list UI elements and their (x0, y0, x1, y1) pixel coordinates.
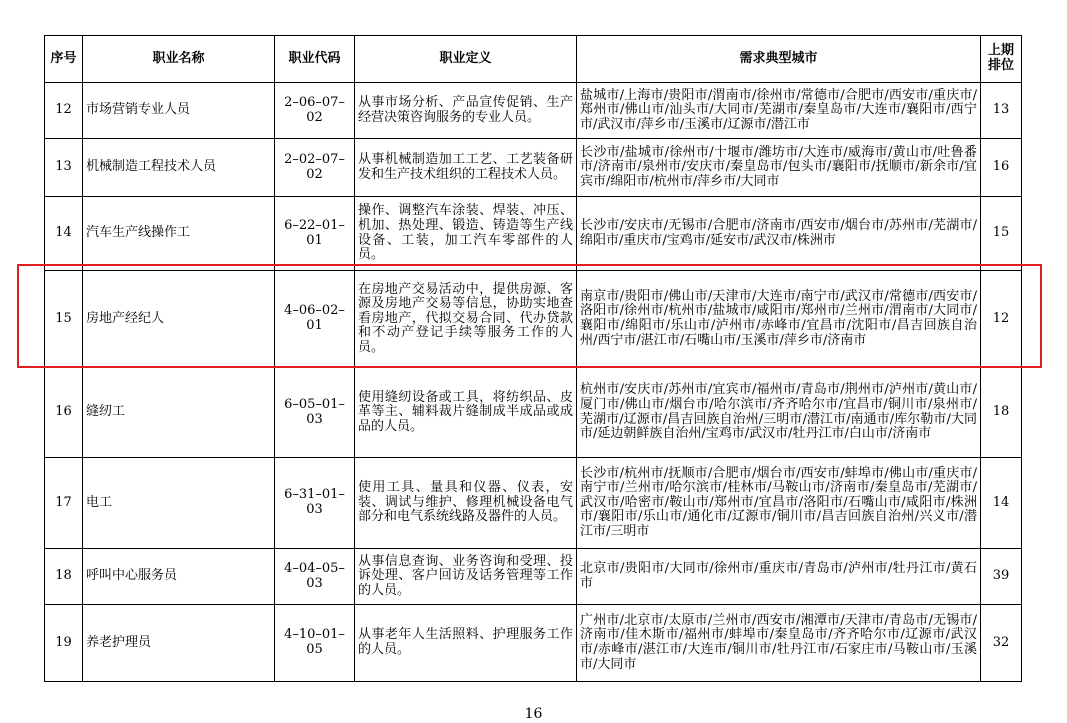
row-rank: 15 (981, 197, 1022, 271)
row-no: 15 (45, 271, 83, 368)
row-rank: 14 (981, 458, 1022, 549)
header-rank (981, 36, 1022, 83)
row-code: 6–22–01–01 (275, 197, 355, 271)
row-cities: 广州市/北京市/太原市/兰州市/西安市/湘潭市/天津市/青岛市/无锡市/济南市/佳木斯市/福州市/蚌埠市/秦皇岛市/齐齐哈尔市/辽源市/武汉市/赤峰市/湛江市/大连市/铜川市/牡丹江市/石家庄市/马鞍山市/玉溪市/大同市 (577, 605, 981, 682)
row-code: 4–06–02–01 (275, 271, 355, 368)
table-row (45, 83, 1022, 139)
row-code: 4–10–01–05 (275, 605, 355, 682)
table-row (45, 139, 1022, 197)
row-name: 呼叫中心服务员 (83, 549, 275, 605)
row-definition: 从事市场分析、产品宣传促销、生产经营决策咨询服务的专业人员。 (355, 83, 577, 139)
row-no: 16 (45, 368, 83, 458)
row-name: 市场营销专业人员 (83, 83, 275, 139)
row-definition: 从事老年人生活照料、护理服务工作的人员。 (355, 605, 577, 682)
row-no: 13 (45, 139, 83, 197)
row-no: 17 (45, 458, 83, 549)
row-code: 6–05–01–03 (275, 368, 355, 458)
row-cities: 长沙市/盐城市/徐州市/十堰市/潍坊市/大连市/威海市/黄山市/吐鲁番市/济南市/泉州市/安庆市/秦皇岛市/包头市/襄阳市/抚顺市/新余市/宜宾市/绵阳市/杭州市/萍乡市/大同市 (577, 139, 981, 197)
table-row (45, 368, 1022, 458)
row-name: 电工 (83, 458, 275, 549)
row-definition: 从事信息查询、业务咨询和受理、投诉处理、客户回访及话务管理等工作的人员。 (355, 549, 577, 605)
row-definition: 使用工具、量具和仪器、仪表，安装、调试与维护、修理机械设备电气部分和电气系统线路及器件的人员。 (355, 458, 577, 549)
row-cities: 长沙市/安庆市/无锡市/合肥市/济南市/西安市/烟台市/苏州市/芜湖市/绵阳市/重庆市/宝鸡市/延安市/武汉市/株洲市 (577, 197, 981, 271)
row-cities: 杭州市/安庆市/苏州市/宜宾市/福州市/青岛市/荆州市/泸州市/黄山市/厦门市/佛山市/烟台市/哈尔滨市/齐齐哈尔市/宜昌市/铜川市/泉州市/芜湖市/辽源市/昌吉回族自治州/三明市/潜江市/南通市/库尔勒市/大同市/延边朝鲜族自治州/宝鸡市/武汉市/牡丹江市/白山市/济南市 (577, 368, 981, 458)
row-definition: 从事机械制造加工工艺、工艺装备研发和生产技术组织的工程技术人员。 (355, 139, 577, 197)
row-no: 14 (45, 197, 83, 271)
row-name: 养老护理员 (83, 605, 275, 682)
row-name: 缝纫工 (83, 368, 275, 458)
row-no: 19 (45, 605, 83, 682)
table-row (45, 549, 1022, 605)
row-code: 4–04–05–03 (275, 549, 355, 605)
header-code: 职业代码 (275, 36, 355, 83)
row-cities: 南京市/贵阳市/佛山市/天津市/大连市/南宁市/武汉市/常德市/西安市/洛阳市/徐州市/杭州市/盐城市/咸阳市/郑州市/兰州市/渭南市/大同市/襄阳市/绵阳市/乐山市/泸州市/赤峰市/宜昌市/沈阳市/昌吉回族自治州/西宁市/湛江市/石嘴山市/玉溪市/萍乡市/济南市 (577, 271, 981, 368)
row-definition: 操作、调整汽车涂装、焊装、冲压、机加、热处理、锻造、铸造等生产线设备、工装，加工汽车零部件的人员。 (355, 197, 577, 271)
row-name: 汽车生产线操作工 (83, 197, 275, 271)
row-rank: 32 (981, 605, 1022, 682)
row-no: 12 (45, 83, 83, 139)
row-name: 房地产经纪人 (83, 271, 275, 368)
header-cities: 需求典型城市 (577, 36, 981, 83)
row-code: 2–06–07–02 (275, 83, 355, 139)
row-code: 6–31–01–03 (275, 458, 355, 549)
header-rank-line2: 排位 (987, 58, 1014, 73)
header-rank-line1: 上期 (987, 43, 1014, 59)
row-rank: 18 (981, 368, 1022, 458)
row-rank: 16 (981, 139, 1022, 197)
row-cities: 北京市/贵阳市/大同市/徐州市/重庆市/青岛市/泸州市/牡丹江市/黄石市 (577, 549, 981, 605)
row-definition: 在房地产交易活动中，提供房源、客源及房地产交易等信息，协助实地查看房地产，代拟交易合同、代办贷款和不动产登记手续等服务工作的人员。 (355, 271, 577, 368)
page-number: 16 (524, 706, 543, 722)
row-rank: 39 (981, 549, 1022, 605)
header-definition: 职业定义 (355, 36, 577, 83)
table-row-highlighted (45, 271, 1022, 368)
table-row (45, 458, 1022, 549)
row-no: 18 (45, 549, 83, 605)
row-cities: 长沙市/杭州市/抚顺市/合肥市/烟台市/西安市/蚌埠市/佛山市/重庆市/南宁市/兰州市/哈尔滨市/桂林市/马鞍山市/济南市/秦皇岛市/芜湖市/武汉市/哈密市/鞍山市/郑州市/宜昌市/洛阳市/石嘴山市/咸阳市/株洲市/襄阳市/乐山市/通化市/辽源市/铜川市/昌吉回族自治州/兴义市/潜江市/三明市 (577, 458, 981, 549)
row-definition: 使用缝纫设备或工具，将纺织品、皮革等主、辅料裁片缝制成半成品或成品的人员。 (355, 368, 577, 458)
table-row (45, 197, 1022, 271)
row-rank: 12 (981, 271, 1022, 368)
row-rank: 13 (981, 83, 1022, 139)
row-cities: 盐城市/上海市/贵阳市/渭南市/徐州市/常德市/合肥市/西安市/重庆市/郑州市/佛山市/汕头市/大同市/芜湖市/秦皇岛市/大连市/襄阳市/西宁市/武汉市/萍乡市/玉溪市/辽源市/潜江市 (577, 83, 981, 139)
occupation-table (44, 35, 1022, 682)
row-code: 2–02–07–02 (275, 139, 355, 197)
header-no: 序号 (45, 36, 83, 83)
row-name: 机械制造工程技术人员 (83, 139, 275, 197)
table-header-row (45, 36, 1022, 83)
header-name: 职业名称 (83, 36, 275, 83)
table-row (45, 605, 1022, 682)
